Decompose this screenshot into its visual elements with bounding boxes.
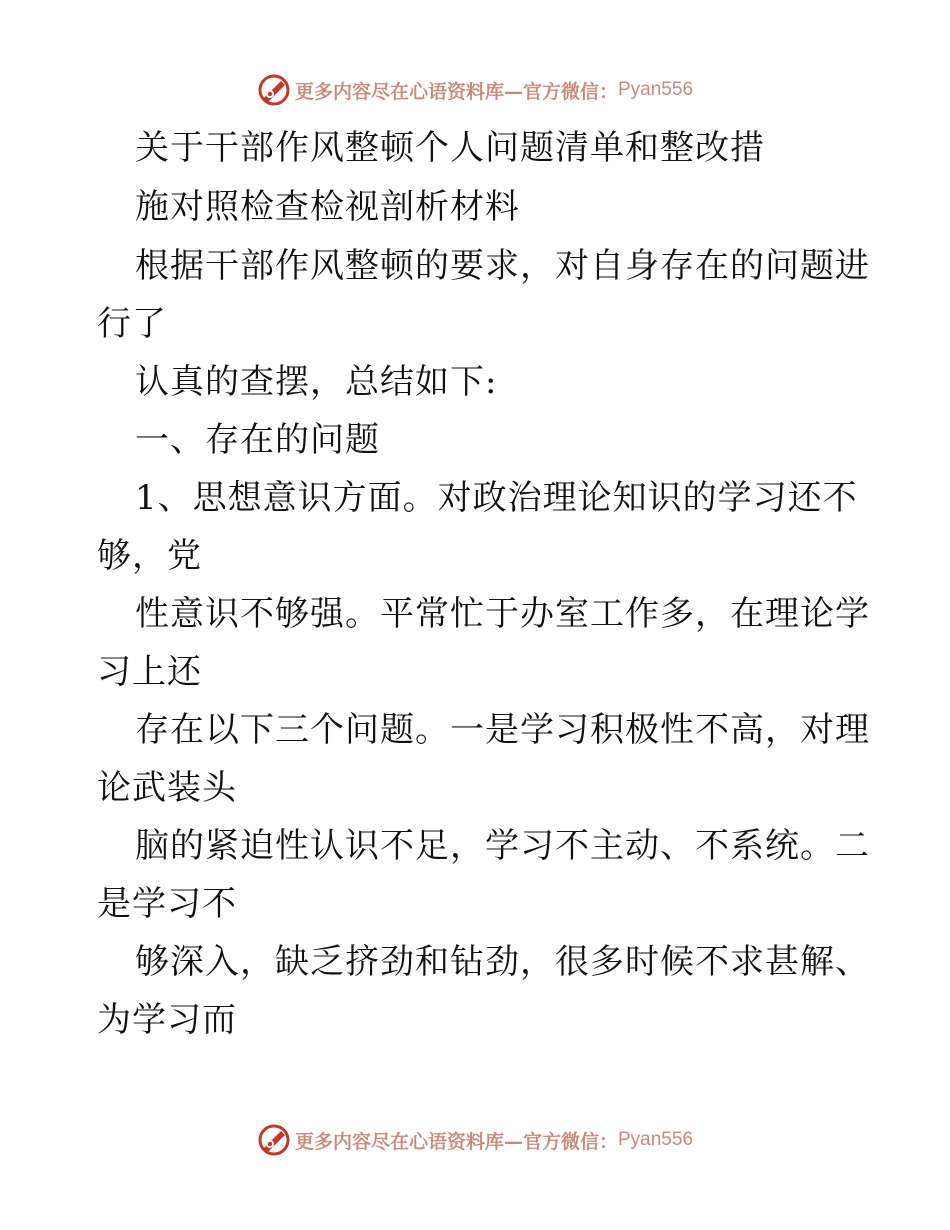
paragraph-line: 脑的紧迫性认识不足，学习不主动、不系统。二 [135, 826, 870, 866]
paragraph-line: 认真的查摆，总结如下: [135, 362, 498, 402]
pen-logo-icon [257, 73, 291, 107]
paragraph-line: 够深入，缺乏挤劲和钻劲，很多时候不求甚解、 [135, 942, 870, 982]
paragraph-line: 性意识不够强。平常忙于办室工作多，在理论学 [135, 594, 870, 634]
pen-logo-icon [257, 1123, 291, 1157]
paragraph-line: 存在以下三个问题。一是学习积极性不高，对理 [135, 710, 870, 750]
watermark-wechat-id: Pyan556 [618, 1129, 694, 1150]
paragraph-line: 习上还 [97, 652, 202, 692]
paragraph-line: 论武装头 [97, 768, 237, 808]
paragraph-line: 行了 [97, 304, 167, 344]
header-watermark [0, 70, 950, 110]
section-heading: 一、存在的问题 [135, 420, 380, 460]
paragraph-line: 为学习而 [97, 1000, 237, 1040]
paragraph-line: 是学习不 [97, 884, 237, 924]
footer-watermark [0, 1120, 950, 1160]
document-title-line-2: 施对照检查检视剖析材料 [135, 187, 520, 227]
paragraph-line: 根据干部作风整顿的要求，对自身存在的问题进 [135, 246, 870, 286]
watermark-text: 更多内容尽在心语资料库—官方微信： [294, 80, 618, 103]
paragraph-line: 1、思想意识方面。对政治理论知识的学习还不 [135, 478, 858, 518]
watermark-text: 更多内容尽在心语资料库—官方微信： [294, 1130, 618, 1153]
watermark-wechat-id: Pyan556 [618, 79, 694, 100]
document-title-line-1: 关于干部作风整顿个人问题清单和整改措 [135, 128, 765, 168]
paragraph-line: 够，党 [97, 536, 202, 576]
